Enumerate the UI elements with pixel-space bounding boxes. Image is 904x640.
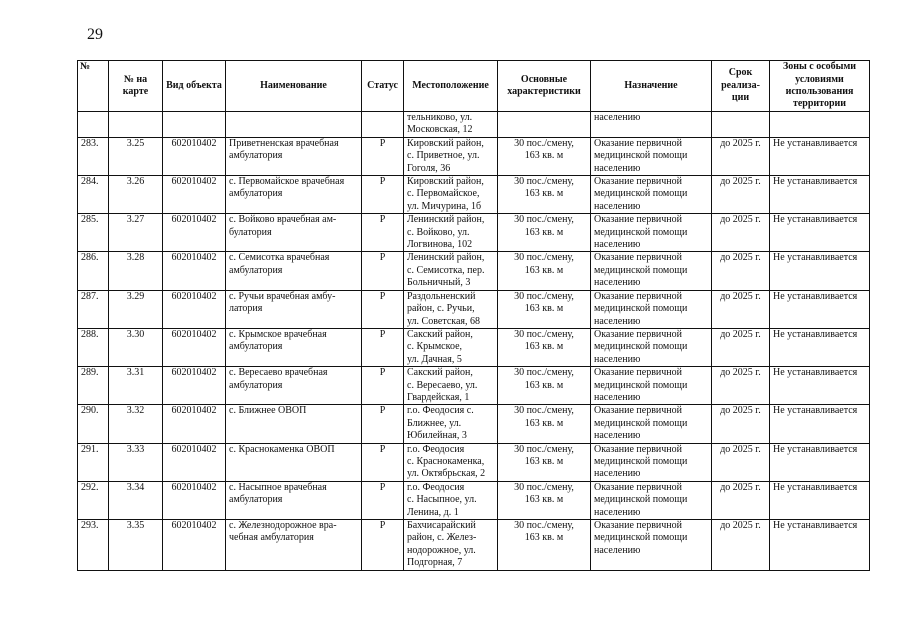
cell-num: [78, 176, 109, 214]
cell-status-text: Р: [379, 520, 386, 531]
cell-characteristics-text: 30 пос./смену, 163 кв. м: [514, 405, 574, 429]
cell-characteristics: [498, 214, 591, 252]
cell-map-num: [109, 367, 163, 405]
cell-location-text: Кировский район, с. Первомайское, ул. Мичурина, 1б: [407, 176, 484, 212]
cell-num-text: 288.: [81, 328, 99, 340]
cell-name: [226, 214, 362, 252]
cell-characteristics: [498, 481, 591, 519]
cell-num: [78, 520, 109, 571]
cell-characteristics: [498, 252, 591, 290]
cell-zones-text: Не устанавливается: [773, 290, 858, 302]
cell-location: [404, 112, 498, 138]
cell-location-text: г.о. Феодосия с. Ближнее, ул. Юбилейная, 3: [407, 405, 474, 442]
cell-zones: [770, 176, 870, 214]
cell-status: [362, 252, 404, 290]
cell-characteristics: [498, 405, 591, 443]
cell-purpose-text: Оказание первичной медицинской помощи населению: [594, 176, 688, 212]
cell-num-text: 293.: [81, 520, 99, 531]
cell-status: [362, 405, 404, 443]
cell-purpose-text: Оказание первичной медицинской помощи населению: [594, 520, 688, 556]
cell-zones: [770, 328, 870, 366]
cell-location: [404, 252, 498, 290]
continuation-row: [78, 112, 870, 138]
cell-term-text: до 2025 г.: [720, 252, 761, 264]
header-map-num: № на карте: [109, 61, 163, 112]
cell-num-text: 292.: [81, 481, 99, 493]
cell-object-type-text: 602010402: [171, 367, 217, 379]
cell-zones-text: Не устанавливается: [773, 137, 858, 149]
cell-name-text: с. Войково врачебная ам- булатория: [229, 214, 337, 238]
cell-zones: [770, 481, 870, 519]
cell-object-type-text: 602010402: [171, 481, 217, 493]
cell-purpose: [591, 112, 712, 138]
cell-status: [362, 481, 404, 519]
cell-name: [226, 252, 362, 290]
cell-object-type-text: 602010402: [171, 252, 217, 264]
cell-status: [362, 176, 404, 214]
cell-status-text: Р: [379, 328, 386, 340]
purpose-text: населению: [594, 112, 641, 123]
cell-map-num-text: 3.28: [126, 252, 145, 264]
cell-object-type-text: 602010402: [171, 405, 217, 417]
cell-name-text: с. Крымское врачебная амбулатория: [229, 328, 327, 353]
cell-num-text: 286.: [81, 252, 99, 264]
cell-map-num: [109, 214, 163, 252]
cell-name: [226, 328, 362, 366]
cell-empty: [163, 112, 226, 138]
header-num: №: [78, 61, 109, 112]
cell-zones: [770, 290, 870, 328]
cell-term-text: до 2025 г.: [720, 405, 761, 417]
cell-status: [362, 443, 404, 481]
cell-num: [78, 214, 109, 252]
header-name: Наименование: [226, 61, 362, 112]
cell-status-text: Р: [379, 214, 386, 226]
cell-purpose-text: Оказание первичной медицинской помощи населению: [594, 137, 688, 174]
table-row: [78, 290, 870, 328]
cell-map-num: [109, 520, 163, 571]
cell-location-text: Ленинский район, с. Войково, ул. Логвинова, 102: [407, 214, 485, 251]
cell-purpose-text: Оказание первичной медицинской помощи населению: [594, 214, 688, 251]
cell-num: [78, 328, 109, 366]
cell-empty: [712, 112, 770, 138]
cell-object-type-text: 602010402: [171, 137, 217, 149]
cell-purpose-text: Оказание первичной медицинской помощи населению: [594, 405, 688, 442]
cell-empty: [362, 112, 404, 138]
cell-purpose: [591, 328, 712, 366]
cell-object-type-text: 602010402: [171, 214, 217, 226]
cell-term-text: до 2025 г.: [720, 481, 761, 493]
cell-status-text: Р: [379, 405, 386, 417]
table-row: [78, 137, 870, 175]
cell-empty: [226, 112, 362, 138]
cell-map-num: [109, 290, 163, 328]
cell-num-text: 290.: [81, 405, 99, 417]
cell-status-text: Р: [379, 137, 386, 149]
cell-location-text: Кировский район, с. Приветное, ул. Гоголя, 36: [407, 137, 484, 174]
cell-name: [226, 520, 362, 571]
cell-location: [404, 214, 498, 252]
cell-location: [404, 176, 498, 214]
cell-purpose-text: Оказание первичной медицинской помощи населению: [594, 290, 688, 327]
cell-characteristics-text: 30 пос./смену, 163 кв. м: [514, 252, 574, 276]
cell-object-type-text: 602010402: [171, 520, 217, 531]
cell-location: [404, 405, 498, 443]
cell-location-text: Ленинский район, с. Семисотка, пер. Больничный, 3: [407, 252, 485, 289]
cell-map-num-text: 3.31: [126, 367, 145, 379]
cell-name-text: Приветненская врачебная амбулатория: [229, 137, 339, 162]
cell-map-num: [109, 252, 163, 290]
cell-zones-text: Не устанавливается: [773, 176, 858, 188]
cell-zones-text: Не устанавливается: [773, 520, 858, 531]
objects-table: [77, 60, 870, 571]
cell-num: [78, 443, 109, 481]
cell-map-num: [109, 405, 163, 443]
cell-empty: [498, 112, 591, 138]
cell-map-num-text: 3.30: [126, 328, 145, 340]
table-row: [78, 367, 870, 405]
cell-name: [226, 176, 362, 214]
cell-map-num: [109, 328, 163, 366]
cell-term: [712, 520, 770, 571]
cell-characteristics-text: 30 пос./смену, 163 кв. м: [514, 481, 574, 506]
cell-zones: [770, 405, 870, 443]
cell-object-type: [163, 405, 226, 443]
cell-location-text: Раздольненский район, с. Ручьи, ул. Советская, 68: [407, 290, 480, 327]
cell-num-text: 283.: [81, 137, 99, 149]
cell-name-text: с. Насыпное врачебная амбулатория: [229, 481, 327, 506]
cell-num-text: 284.: [81, 176, 99, 188]
cell-name: [226, 405, 362, 443]
cell-term: [712, 214, 770, 252]
cell-location-text: г.о. Феодосия с. Краснокаменка, ул. Октябрьская, 2: [407, 443, 486, 480]
header-zones: Зоны с особыми условиями использования территории: [770, 61, 870, 112]
cell-object-type: [163, 367, 226, 405]
cell-location: [404, 481, 498, 519]
cell-status-text: Р: [379, 252, 386, 264]
cell-purpose-text: Оказание первичной медицинской помощи населению: [594, 328, 688, 365]
cell-num: [78, 252, 109, 290]
cell-characteristics-text: 30 пос./смену, 163 кв. м: [514, 290, 574, 315]
cell-map-num-text: 3.27: [126, 214, 145, 226]
cell-map-num: [109, 443, 163, 481]
cell-characteristics-text: 30 пос./смену, 163 кв. м: [514, 328, 574, 353]
cell-purpose: [591, 137, 712, 175]
cell-num-text: 291.: [81, 443, 99, 455]
cell-characteristics: [498, 443, 591, 481]
cell-purpose-text: Оказание первичной медицинской помощи населению: [594, 252, 688, 289]
page-number: 29: [87, 26, 103, 43]
cell-status: [362, 290, 404, 328]
cell-num-text: 289.: [81, 367, 99, 379]
cell-term: [712, 443, 770, 481]
cell-location: [404, 328, 498, 366]
table-row: [78, 252, 870, 290]
cell-status: [362, 367, 404, 405]
table-row: [78, 214, 870, 252]
cell-num-text: 287.: [81, 290, 99, 302]
cell-empty: [770, 112, 870, 138]
cell-purpose: [591, 290, 712, 328]
cell-object-type: [163, 252, 226, 290]
cell-object-type: [163, 443, 226, 481]
cell-name-text: с. Первомайское врачебная амбулатория: [229, 176, 345, 200]
cell-zones: [770, 367, 870, 405]
cell-term: [712, 481, 770, 519]
cell-characteristics: [498, 328, 591, 366]
cell-purpose-text: Оказание первичной медицинской помощи населению: [594, 443, 688, 480]
cell-purpose: [591, 252, 712, 290]
cell-term-text: до 2025 г.: [720, 520, 761, 531]
cell-map-num: [109, 481, 163, 519]
cell-characteristics-text: 30 пос./смену, 163 кв. м: [514, 137, 574, 162]
cell-object-type: [163, 481, 226, 519]
cell-zones-text: Не устанавливается: [773, 252, 858, 264]
cell-status-text: Р: [379, 367, 386, 379]
cell-term: [712, 367, 770, 405]
cell-zones: [770, 137, 870, 175]
cell-characteristics-text: 30 пос./смену, 163 кв. м: [514, 443, 574, 467]
cell-term: [712, 328, 770, 366]
cell-location: [404, 290, 498, 328]
cell-map-num-text: 3.34: [126, 481, 145, 493]
cell-term: [712, 252, 770, 290]
cell-num: [78, 367, 109, 405]
cell-purpose: [591, 367, 712, 405]
cell-name-text: с. Семисотка врачебная амбулатория: [229, 252, 330, 276]
cell-object-type: [163, 520, 226, 571]
header-location: Местоположение: [404, 61, 498, 112]
cell-location-text: Сакский район, с. Крымское, ул. Дачная, 5: [407, 328, 473, 365]
table-header-row: [78, 61, 870, 112]
cell-status-text: Р: [379, 176, 386, 188]
cell-term: [712, 290, 770, 328]
location-text: тельниково, ул. Московская, 12: [407, 112, 473, 136]
cell-empty: [78, 112, 109, 138]
cell-zones-text: Не устанавливается: [773, 405, 858, 417]
cell-map-num-text: 3.25: [126, 137, 145, 149]
cell-object-type-text: 602010402: [171, 328, 217, 340]
cell-object-type-text: 602010402: [171, 443, 217, 455]
cell-num-text: 285.: [81, 214, 99, 226]
header-purpose: Назначение: [591, 61, 712, 112]
cell-term-text: до 2025 г.: [720, 328, 761, 340]
cell-location: [404, 520, 498, 571]
cell-num: [78, 481, 109, 519]
cell-object-type: [163, 176, 226, 214]
cell-term-text: до 2025 г.: [720, 176, 761, 188]
cell-characteristics-text: 30 пос./смену, 163 кв. м: [514, 520, 574, 544]
table-row: [78, 481, 870, 519]
cell-purpose-text: Оказание первичной медицинской помощи населению: [594, 481, 688, 518]
cell-status: [362, 520, 404, 571]
cell-term-text: до 2025 г.: [720, 290, 761, 302]
cell-name-text: с. Ручьи врачебная амбу- латория: [229, 290, 336, 315]
cell-characteristics: [498, 290, 591, 328]
cell-purpose: [591, 405, 712, 443]
cell-term: [712, 405, 770, 443]
cell-zones: [770, 252, 870, 290]
table-row: [78, 443, 870, 481]
cell-map-num-text: 3.26: [126, 176, 145, 188]
cell-object-type: [163, 328, 226, 366]
header-term: Срок реализа-ции: [712, 61, 770, 112]
cell-map-num-text: 3.29: [126, 290, 145, 302]
cell-object-type: [163, 214, 226, 252]
cell-num: [78, 137, 109, 175]
cell-status-text: Р: [379, 481, 386, 493]
cell-status: [362, 214, 404, 252]
cell-characteristics-text: 30 пос./смену, 163 кв. м: [514, 367, 574, 391]
cell-term-text: до 2025 г.: [720, 137, 761, 149]
cell-purpose: [591, 176, 712, 214]
cell-empty: [109, 112, 163, 138]
header-status: Статус: [362, 61, 404, 112]
cell-name-text: с. Вересаево врачебная амбулатория: [229, 367, 328, 391]
cell-zones-text: Не устанавливается: [773, 214, 858, 226]
header-characteristics: Основные характеристики: [498, 61, 591, 112]
cell-object-type: [163, 290, 226, 328]
cell-term-text: до 2025 г.: [720, 443, 761, 455]
cell-zones-text: Не устанавливается: [773, 443, 858, 455]
cell-status-text: Р: [379, 443, 386, 455]
cell-name: [226, 481, 362, 519]
cell-characteristics-text: 30 пос./смену, 163 кв. м: [514, 214, 574, 238]
cell-location-text: Бахчисарайский район, с. Желез- нодорожное, ул. Подгорная, 7: [407, 520, 477, 569]
cell-object-type: [163, 137, 226, 175]
cell-location: [404, 137, 498, 175]
cell-characteristics: [498, 367, 591, 405]
cell-name-text: с. Краснокаменка ОВОП: [229, 443, 335, 455]
cell-characteristics-text: 30 пос./смену, 163 кв. м: [514, 176, 574, 200]
cell-purpose: [591, 520, 712, 571]
cell-zones: [770, 214, 870, 252]
cell-characteristics: [498, 176, 591, 214]
cell-characteristics: [498, 137, 591, 175]
header-object-type: Вид объекта: [163, 61, 226, 112]
cell-location-text: Сакский район, с. Вересаево, ул. Гвардейская, 1: [407, 367, 478, 403]
cell-purpose: [591, 443, 712, 481]
cell-name-text: с. Железнодорожное вра- чебная амбулатория: [229, 520, 337, 544]
cell-status-text: Р: [379, 290, 386, 302]
cell-purpose-text: Оказание первичной медицинской помощи населению: [594, 367, 688, 403]
cell-purpose: [591, 481, 712, 519]
cell-map-num: [109, 176, 163, 214]
cell-characteristics: [498, 520, 591, 571]
cell-zones-text: Не устанавливается: [773, 481, 858, 493]
cell-name: [226, 443, 362, 481]
cell-zones: [770, 520, 870, 571]
cell-name: [226, 290, 362, 328]
cell-term-text: до 2025 г.: [720, 214, 761, 226]
cell-term: [712, 176, 770, 214]
cell-purpose: [591, 214, 712, 252]
cell-status: [362, 137, 404, 175]
cell-zones: [770, 443, 870, 481]
cell-status: [362, 328, 404, 366]
cell-object-type-text: 602010402: [171, 290, 217, 302]
table-row: [78, 520, 870, 571]
table-row: [78, 405, 870, 443]
cell-name-text: с. Ближнее ОВОП: [229, 405, 307, 417]
cell-name: [226, 137, 362, 175]
cell-object-type-text: 602010402: [171, 176, 217, 188]
cell-term: [712, 137, 770, 175]
cell-name: [226, 367, 362, 405]
cell-location-text: г.о. Феодосия с. Насыпное, ул. Ленина, д. 1: [407, 481, 477, 518]
cell-zones-text: Не устанавливается: [773, 367, 858, 379]
cell-zones-text: Не устанавливается: [773, 328, 858, 340]
cell-map-num-text: 3.35: [126, 520, 145, 531]
cell-num: [78, 405, 109, 443]
cell-location: [404, 367, 498, 405]
cell-map-num-text: 3.33: [126, 443, 145, 455]
cell-location: [404, 443, 498, 481]
cell-num: [78, 290, 109, 328]
cell-term-text: до 2025 г.: [720, 367, 761, 379]
cell-map-num: [109, 137, 163, 175]
cell-map-num-text: 3.32: [126, 405, 145, 417]
table-row: [78, 328, 870, 366]
table-row: [78, 176, 870, 214]
